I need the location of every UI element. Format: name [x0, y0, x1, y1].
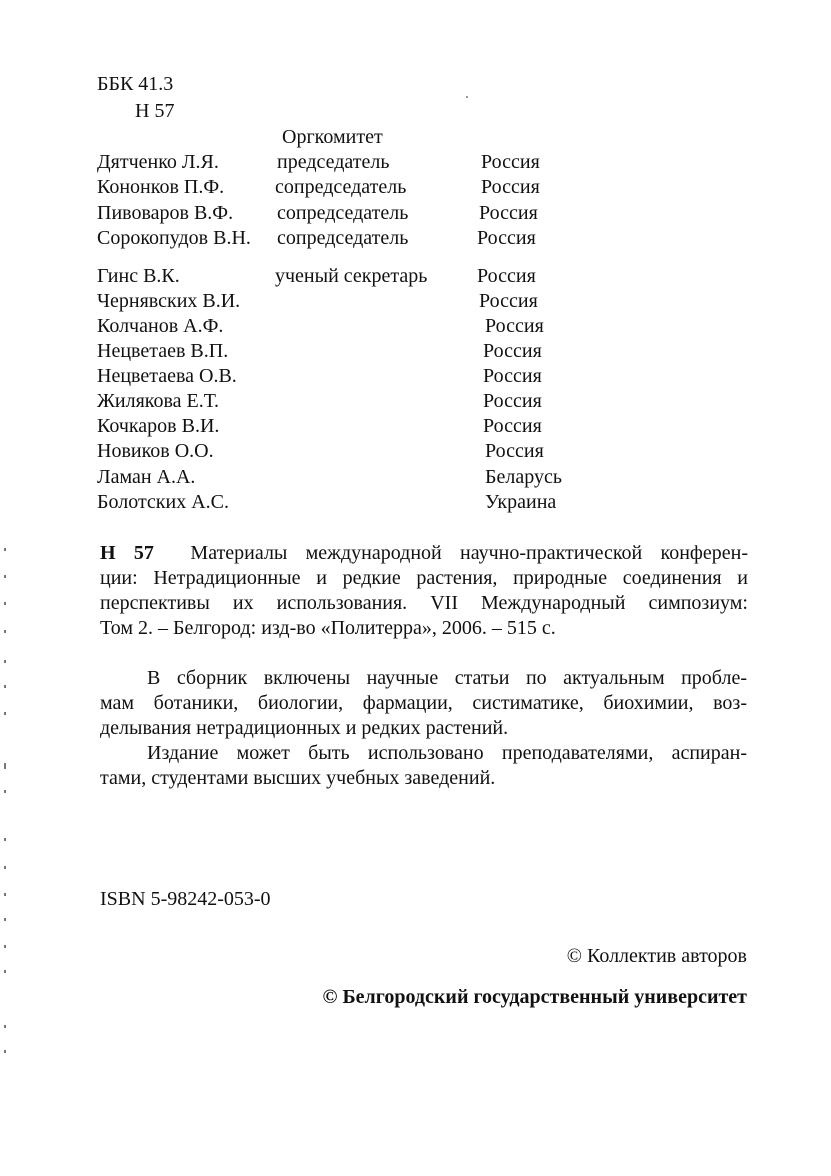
- member-name: Гинс В.К.: [97, 265, 180, 287]
- member-name: Новиков О.О.: [97, 440, 214, 462]
- scan-speck: [4, 866, 6, 869]
- committee-member: [0, 289, 831, 314]
- member-country: Россия: [485, 315, 544, 337]
- copyright-authors: © Коллектив авторов: [566, 945, 747, 967]
- bibliographic-description: [100, 541, 748, 641]
- member-country: Украина: [485, 491, 557, 513]
- bibliography-line: [100, 541, 748, 566]
- member-role: сопредседатель: [277, 202, 409, 224]
- scan-speck: [4, 685, 6, 688]
- member-role: ученый секретарь: [275, 265, 428, 287]
- scan-speck: [4, 712, 6, 715]
- scan-speck: [4, 790, 6, 793]
- annotation-line: тами, студентами высших учебных заведений.: [100, 767, 496, 789]
- member-country: Россия: [479, 202, 538, 224]
- member-country: Россия: [481, 176, 540, 198]
- member-country: Россия: [483, 415, 542, 437]
- copyright-university: © Белгородский государственный университет: [322, 986, 747, 1008]
- member-name: Жилякова Е.Т.: [97, 390, 219, 412]
- annotation-paragraph: [100, 666, 747, 741]
- member-name: Кочкаров В.И.: [97, 415, 220, 437]
- member-role: сопредседатель: [275, 176, 407, 198]
- committee-member: [0, 439, 831, 464]
- committee-heading: Оргкомитет: [282, 126, 383, 148]
- scan-speck: [4, 575, 6, 578]
- member-name: Колчанов А.Ф.: [97, 315, 224, 337]
- bibliography-line-text: Материалы международной научно-практической конферен-: [190, 542, 748, 564]
- member-name: Дятченко Л.Я.: [97, 151, 219, 173]
- annotation-line: Издание может быть использовано преподавателями, аспиран-: [147, 742, 747, 764]
- scan-speck: [4, 660, 6, 663]
- scan-margin-specks: [4, 0, 6, 1176]
- committee-member: [0, 465, 831, 490]
- member-country: Беларусь: [485, 466, 562, 488]
- scan-speck: [4, 548, 6, 551]
- member-country: Россия: [479, 290, 538, 312]
- isbn: ISBN 5-98242-053-0: [100, 888, 271, 910]
- member-role: председатель: [277, 151, 390, 173]
- committee-member: [0, 175, 831, 200]
- annotation-line: делывания нетрадиционных и редких растений.: [100, 717, 509, 739]
- scan-speck: [4, 630, 6, 633]
- scan-speck: [4, 763, 6, 769]
- member-name: Нецветаев В.П.: [97, 340, 229, 362]
- annotation-paragraph: [100, 741, 747, 791]
- scan-speck: [4, 602, 6, 605]
- scan-speck: [4, 893, 6, 896]
- bbk-code: ББК 41.3: [97, 73, 174, 95]
- committee-member: [0, 490, 831, 515]
- committee-member: [0, 150, 831, 175]
- member-country: Россия: [483, 365, 542, 387]
- member-country: Россия: [483, 390, 542, 412]
- committee-member: [0, 314, 831, 339]
- member-role: сопредседатель: [277, 227, 409, 249]
- scan-speck: [4, 1050, 6, 1053]
- scan-speck: [4, 918, 6, 921]
- scan-speck: [4, 838, 6, 841]
- committee-member: [0, 364, 831, 389]
- scan-speck: [4, 1025, 6, 1028]
- committee-member: [0, 339, 831, 364]
- annotation-line: В сборник включены научные статьи по актуальным пробле-: [147, 667, 747, 689]
- committee-member: [0, 389, 831, 414]
- author-mark: Н 57: [135, 100, 175, 122]
- member-name: Болотских А.С.: [97, 491, 230, 513]
- bibliography-line: ции: Нетрадиционные и редкие растения, природные соединения и: [100, 567, 748, 589]
- bibliography-code: Н 57: [100, 542, 154, 564]
- member-country: Россия: [485, 440, 544, 462]
- member-name: Ламан А.А.: [97, 466, 196, 488]
- scan-speck: [4, 945, 6, 948]
- committee-member: [0, 264, 831, 289]
- member-country: Россия: [477, 227, 536, 249]
- bibliography-line: Том 2. – Белгород: изд-во «Политерра», 2006. – 515 с.: [100, 617, 556, 639]
- member-name: Сорокопудов В.Н.: [97, 227, 251, 249]
- committee-member: [0, 414, 831, 439]
- member-name: Нецветаева О.В.: [97, 365, 237, 387]
- member-name: Пивоваров В.Ф.: [97, 202, 234, 224]
- member-name: Кононков П.Ф.: [97, 176, 225, 198]
- committee-member: [0, 226, 831, 251]
- member-name: Чернявских В.И.: [97, 290, 241, 312]
- annotation-line: мам ботаники, биологии, фармации, систиматике, биохимии, воз-: [100, 692, 747, 714]
- scan-speck: [4, 970, 6, 973]
- scan-speck: [466, 96, 468, 98]
- committee-member: [0, 201, 831, 226]
- bibliography-line: перспективы их использования. VII Международный симпозиум:: [100, 592, 748, 614]
- member-country: Россия: [481, 151, 540, 173]
- member-country: Россия: [483, 340, 542, 362]
- member-country: Россия: [477, 265, 536, 287]
